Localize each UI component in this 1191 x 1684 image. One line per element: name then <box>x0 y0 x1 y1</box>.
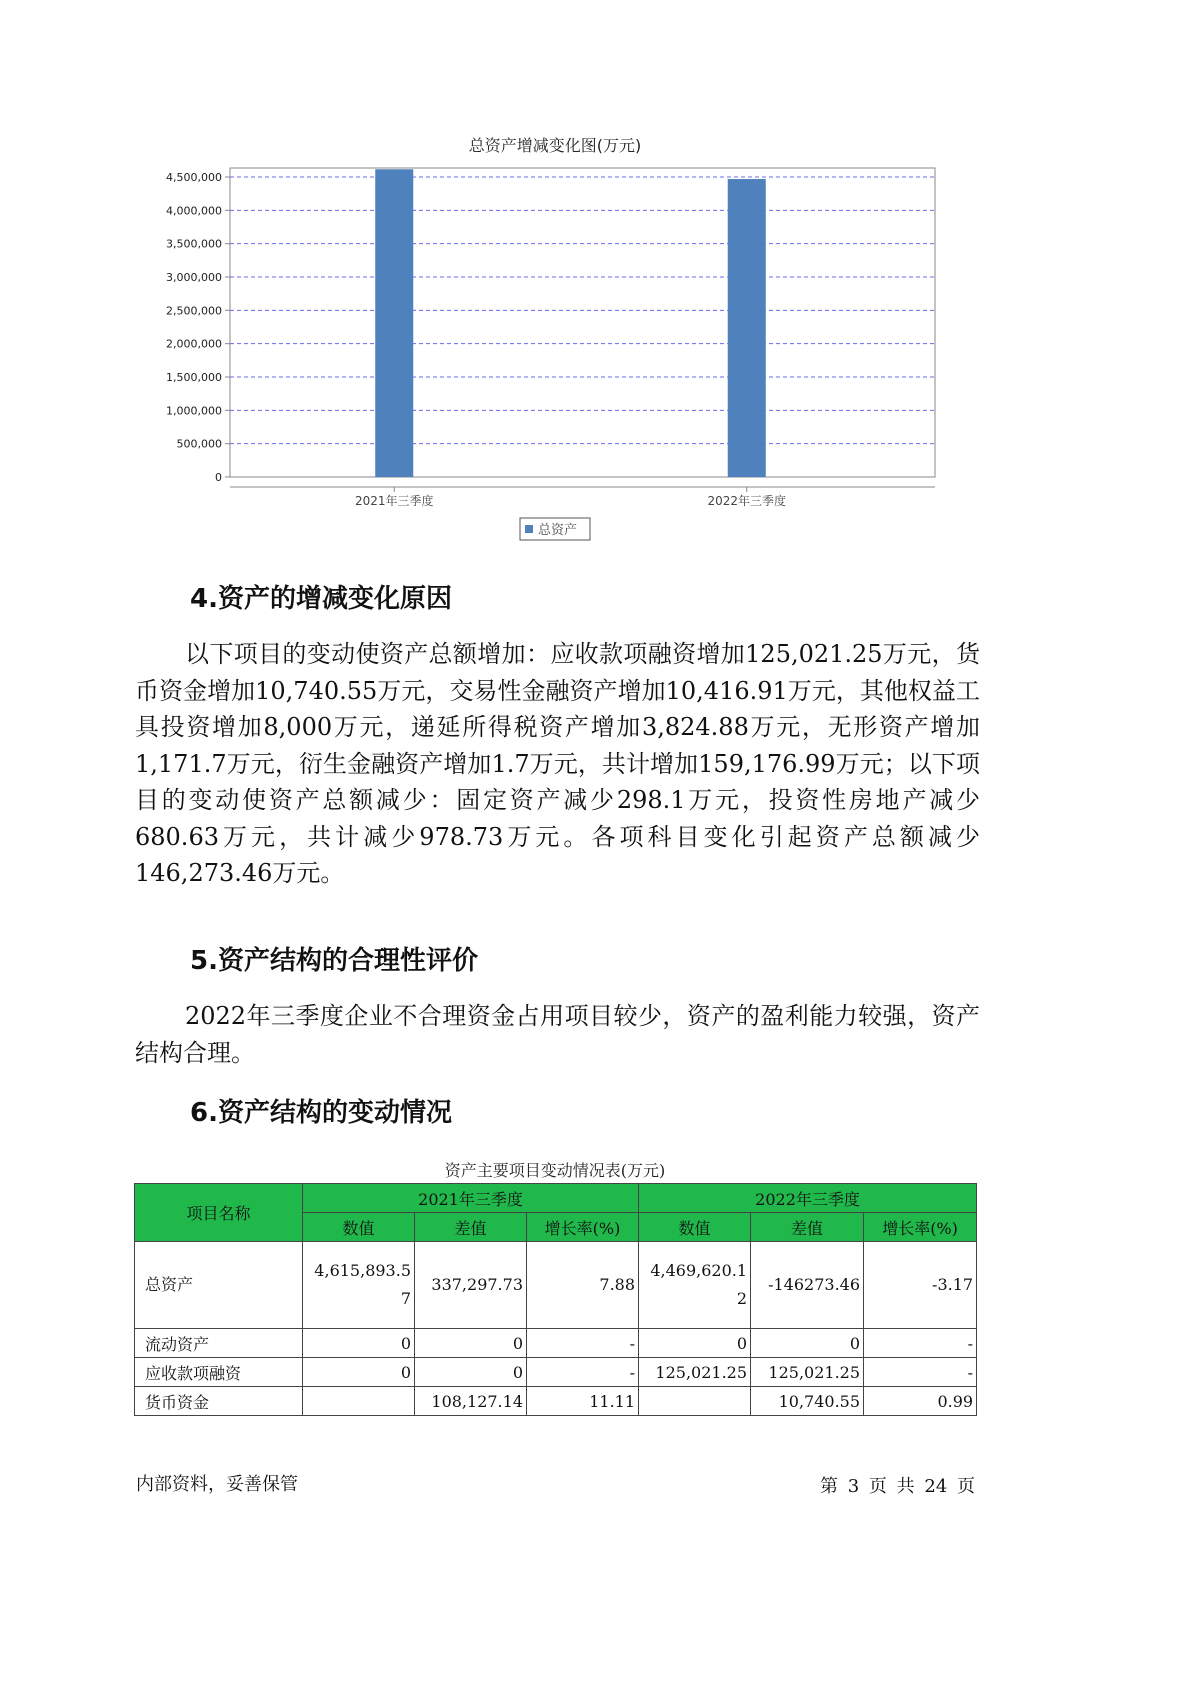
y-tick-label: 1,000,000 <box>166 404 222 418</box>
header-period-2022: 2022年三季度 <box>639 1184 977 1213</box>
table-row <box>135 1329 977 1358</box>
footer-confidential-note: 内部资料，妥善保管 <box>136 1474 298 1495</box>
table-cell: 125,021.25 <box>639 1358 751 1387</box>
table-cell: 125,021.25 <box>751 1358 864 1387</box>
footer-page-number: 第 3 页 共 24 页 <box>820 1476 975 1497</box>
legend-swatch <box>525 525 533 533</box>
table-cell: 0 <box>415 1329 527 1358</box>
y-tick-label: 500,000 <box>176 437 222 451</box>
total-assets-bar-chart <box>150 128 950 558</box>
section-4-paragraph: 以下项目的变动使资产总额增加：应收款项融资增加125,021.25万元，货币资金增加10,740.55万元，交易性金融资产增加10,416.91万元，其他权益工具投资增加8,000万元，递延所得税资产增加3,824.88万元，无形资产增加1,171.7万元，衍生金融资产增加1.7万元，共计增加159,176.99万元；以下项目的变动使资产总额减少：固定资产减少298.1万元，投资性房地产减少680.63万元，共计减少978.73万元。各项科目变化引起资产总额减少146,273.46万元。 <box>135 640 980 887</box>
asset-change-table <box>134 1183 977 1416</box>
y-tick-label: 0 <box>215 471 222 484</box>
table-cell: 0 <box>415 1358 527 1387</box>
table-caption: 资产主要项目变动情况表(万元) <box>444 1161 666 1180</box>
section-4-heading: 4.资产的增减变化原因 <box>190 584 452 614</box>
row-label: 流动资产 <box>135 1329 303 1358</box>
table-cell: -3.17 <box>864 1242 977 1329</box>
subheader-value: 数值 <box>639 1213 751 1242</box>
table-cell: 11.11 <box>527 1387 639 1416</box>
x-tick-label: 2021年三季度 <box>354 494 434 508</box>
table-cell: 0.99 <box>864 1387 977 1416</box>
section-5-paragraph: 2022年三季度企业不合理资金占用项目较少，资产的盈利能力较强，资产结构合理。 <box>135 1002 980 1067</box>
legend-label: 总资产 <box>538 523 578 538</box>
y-tick-label: 3,500,000 <box>166 237 222 251</box>
table-cell: 0 <box>751 1329 864 1358</box>
table-cell: 4,469,620.12 <box>639 1242 751 1329</box>
table-cell: - <box>527 1329 639 1358</box>
row-label: 总资产 <box>135 1242 303 1329</box>
y-tick-label: 4,000,000 <box>166 204 222 218</box>
table-cell: - <box>864 1358 977 1387</box>
table-cell: 337,297.73 <box>415 1242 527 1329</box>
y-tick-label: 2,000,000 <box>166 337 222 351</box>
table-cell: -146273.46 <box>751 1242 864 1329</box>
table-cell: - <box>527 1358 639 1387</box>
table-cell: 0 <box>303 1329 415 1358</box>
x-tick-label: 2022年三季度 <box>707 494 787 508</box>
table-cell: 4,615,893.57 <box>303 1242 415 1329</box>
table-row <box>135 1358 977 1387</box>
section-5-heading: 5.资产结构的合理性评价 <box>190 946 478 976</box>
header-item-name: 项目名称 <box>135 1184 303 1242</box>
chart-title: 总资产增减变化图(万元) <box>468 136 642 155</box>
y-tick-label: 4,500,000 <box>166 171 222 184</box>
row-label: 货币资金 <box>135 1387 303 1416</box>
table-cell: 0 <box>303 1358 415 1387</box>
plot-frame <box>230 168 935 477</box>
table-row <box>135 1387 977 1416</box>
table-cell: 0 <box>639 1329 751 1358</box>
table-cell <box>639 1387 751 1416</box>
bar <box>375 169 413 477</box>
subheader-growth: 增长率(%) <box>864 1213 977 1242</box>
subheader-growth: 增长率(%) <box>527 1213 639 1242</box>
table-cell: 108,127.14 <box>415 1387 527 1416</box>
bar <box>728 179 766 477</box>
subheader-diff: 差值 <box>415 1213 527 1242</box>
y-tick-label: 1,500,000 <box>166 371 222 384</box>
y-tick-label: 3,000,000 <box>166 271 222 284</box>
row-label: 应收款项融资 <box>135 1358 303 1387</box>
table-cell: 10,740.55 <box>751 1387 864 1416</box>
subheader-diff: 差值 <box>751 1213 864 1242</box>
table-cell <box>303 1387 415 1416</box>
subheader-value: 数值 <box>303 1213 415 1242</box>
y-tick-label: 2,500,000 <box>166 304 222 318</box>
table-cell: 7.88 <box>527 1242 639 1329</box>
section-6-heading: 6.资产结构的变动情况 <box>190 1098 452 1128</box>
table-row <box>135 1242 977 1329</box>
table-cell: - <box>864 1329 977 1358</box>
header-period-2021: 2021年三季度 <box>303 1184 639 1213</box>
